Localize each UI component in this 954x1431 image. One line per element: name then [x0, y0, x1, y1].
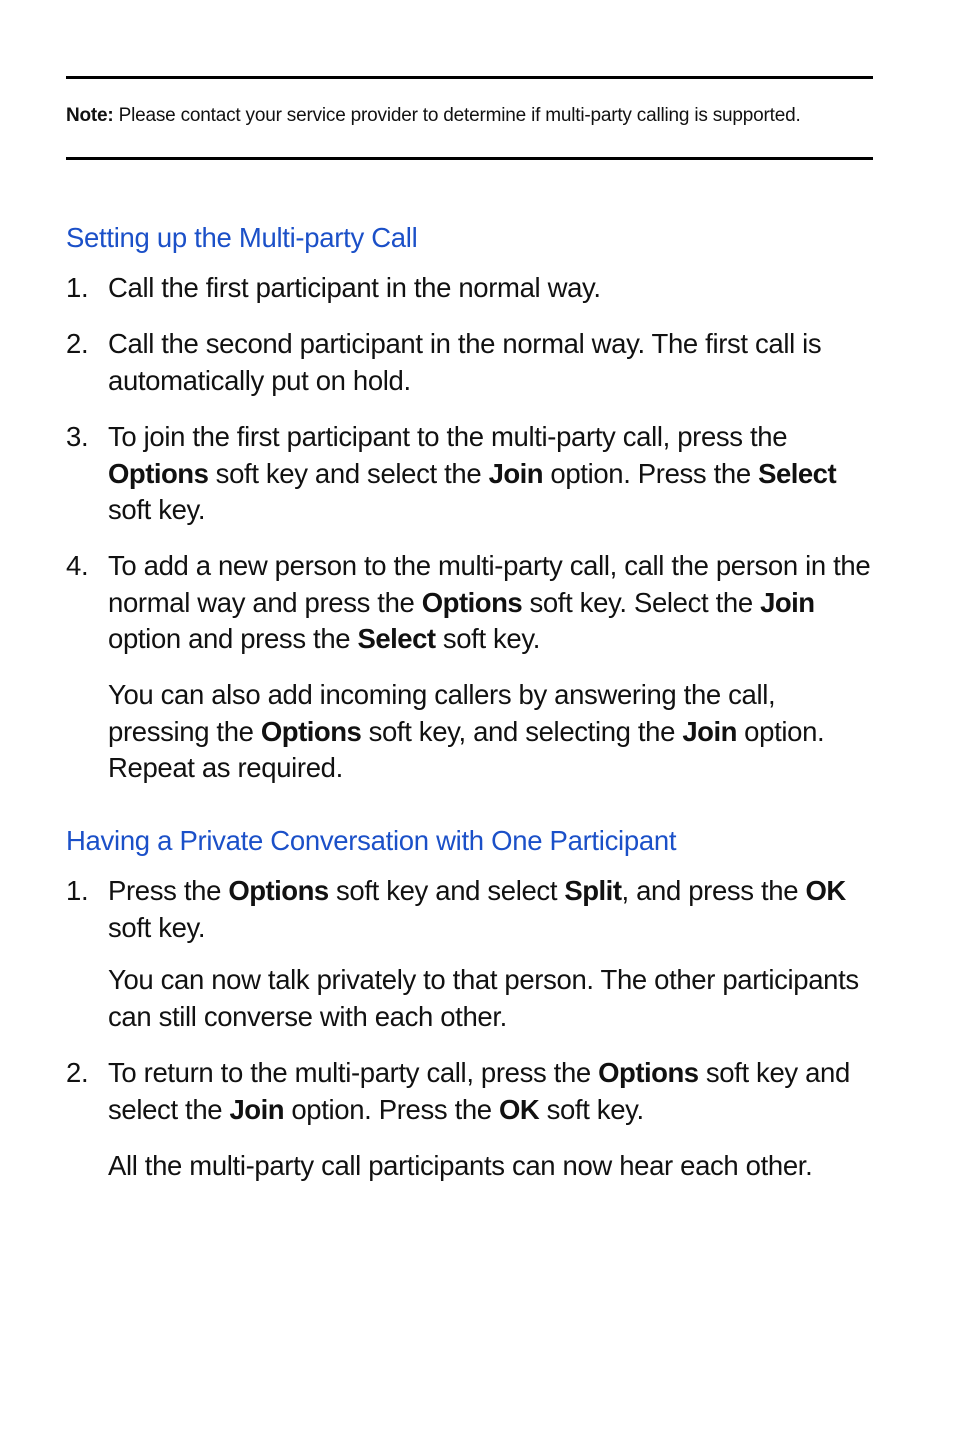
setup-step-1: [66, 270, 874, 307]
step-number: 1.: [66, 272, 89, 303]
options-key-label: Options: [108, 457, 209, 489]
join-option-label: Join: [229, 1093, 285, 1125]
section-heading-setup: Setting up the Multi-party Call: [66, 222, 418, 253]
section-heading-private: Having a Private Conversation with One Participant: [66, 825, 677, 856]
private-step-1: [66, 873, 874, 946]
setup-step-2: [66, 326, 874, 399]
step-text: Call the second participant in the normal way. The first call is automatically put on hold.: [108, 328, 822, 396]
split-option-label: Split: [564, 875, 622, 906]
step-text: Press the Options soft key and select Split, and press the OK soft key.: [108, 875, 846, 943]
join-option-label: Join: [488, 457, 544, 489]
step-number: 2.: [66, 328, 89, 359]
select-key-label: Select: [758, 457, 837, 489]
options-key-label: Options: [421, 586, 523, 618]
private-step-2: [66, 1055, 874, 1128]
setup-step-3: [66, 419, 874, 529]
step-text: Call the first participant in the normal way.: [108, 272, 601, 303]
options-key-label: Options: [260, 715, 362, 747]
private-step-2-note: All the multi-party call participants can now hear each other.: [108, 1150, 813, 1181]
step-number: 2.: [66, 1057, 89, 1088]
ok-key-label: OK: [805, 875, 846, 906]
step-number: 1.: [66, 875, 89, 906]
step-text: To return to the multi-party call, press the Options soft key and select the Join option. Press the OK soft key.: [108, 1057, 850, 1125]
step-text: To join the first participant to the multi-party call, press the Options soft key and select the Join option. Press the Select soft key.: [108, 421, 837, 525]
step-number: 4.: [66, 550, 89, 581]
setup-extra-paragraph: You can also add incoming callers by answering the call, pressing the Options soft key, and selecting the Join option. Repeat as required.: [108, 679, 825, 783]
step-number: 3.: [66, 421, 89, 452]
join-option-label: Join: [760, 586, 815, 618]
options-key-label: Options: [598, 1057, 699, 1088]
private-step-1-note: You can now talk privately to that person. The other participants can still converse with each other.: [108, 964, 859, 1032]
setup-step-4: [66, 548, 874, 658]
note-text: [66, 102, 826, 129]
ok-key-label: OK: [499, 1093, 540, 1125]
note-body: Please contact your service provider to determine if multi-party calling is supported.: [113, 105, 801, 126]
select-key-label: Select: [357, 623, 436, 654]
note-label: Note:: [66, 105, 114, 126]
options-key-label: Options: [228, 875, 329, 906]
step-text: To add a new person to the multi-party call, call the person in the normal way and press the Options soft key. Select the Join option and press the Select soft key.: [108, 550, 871, 654]
join-option-label: Join: [682, 715, 737, 747]
note-box: [66, 76, 873, 160]
